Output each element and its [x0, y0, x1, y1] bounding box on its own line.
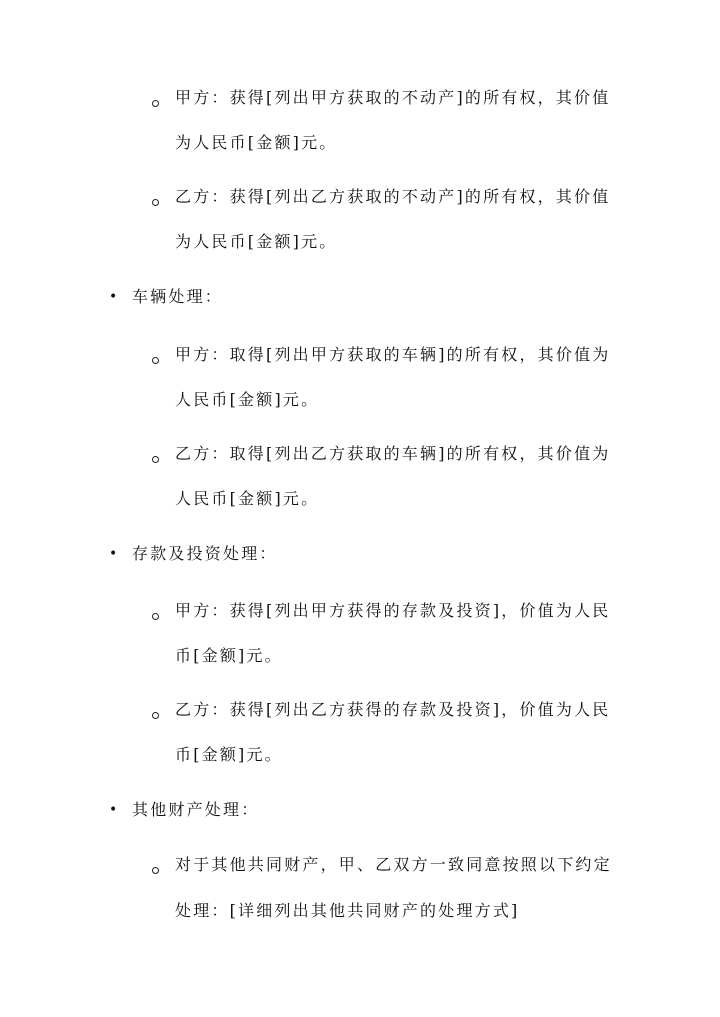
sub-bullet-icon — [152, 100, 159, 107]
sub-bullet-icon — [152, 456, 159, 463]
list-item-line: 人民币[金额]元。 — [175, 390, 320, 409]
section-heading: 车辆处理： — [132, 287, 224, 306]
sub-bullet-icon — [152, 712, 159, 719]
list-item-line: 处理：[详细列出其他共同财产的处理方式] — [175, 901, 520, 920]
list-item-line: 币[金额]元。 — [175, 646, 283, 665]
list-item-line: 对于其他共同财产，甲、乙双方一致同意按照以下约定 — [175, 855, 612, 874]
list-item-line: 为人民币[金额]元。 — [175, 133, 338, 152]
list-item-line: 币[金额]元。 — [175, 745, 283, 764]
list-item-line: 人民币[金额]元。 — [175, 489, 320, 508]
sub-bullet-icon — [152, 357, 159, 364]
section-heading: 存款及投资处理： — [132, 544, 278, 563]
list-item-line: 乙方：取得[列出乙方获取的车辆]的所有权，其价值为 — [175, 444, 611, 463]
section-heading: 其他财产处理： — [132, 800, 260, 819]
bullet-icon: • — [109, 289, 118, 305]
list-item-line: 甲方：获得[列出甲方获得的存款及投资]，价值为人民 — [175, 601, 611, 620]
list-item-line: 乙方：获得[列出乙方获得的存款及投资]，价值为人民 — [175, 700, 611, 719]
list-item-line: 乙方：获得[列出乙方获取的不动产]的所有权，其价值 — [175, 187, 611, 206]
sub-bullet-icon — [152, 613, 159, 620]
list-item-line: 甲方：取得[列出甲方获取的车辆]的所有权，其价值为 — [175, 345, 611, 364]
list-item-line: 为人民币[金额]元。 — [175, 232, 338, 251]
sub-bullet-icon — [152, 199, 159, 206]
bullet-icon: • — [109, 802, 118, 818]
bullet-icon: • — [109, 546, 118, 562]
sub-bullet-icon — [152, 867, 159, 874]
list-item-line: 甲方：获得[列出甲方获取的不动产]的所有权，其价值 — [175, 88, 611, 107]
